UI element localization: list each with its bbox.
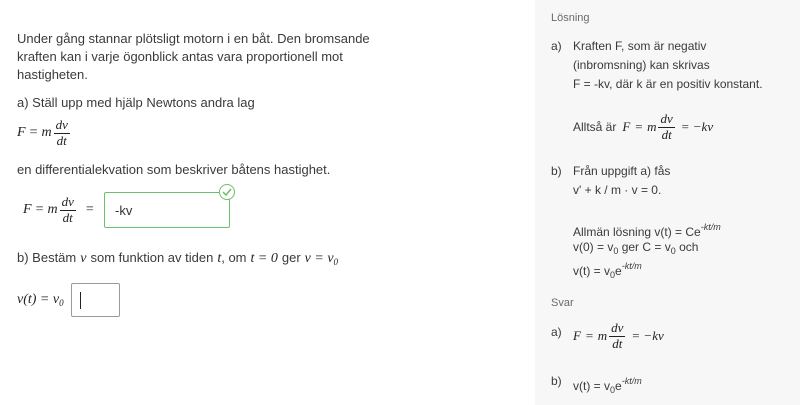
derivative-fraction — [54, 118, 70, 149]
vt-prefix: v(t) = v — [573, 379, 611, 393]
frac-num: dv — [660, 111, 673, 126]
part-a-followup: en differentialekvation som beskriver båtens hastighet. — [17, 162, 331, 177]
math-eq: = — [584, 328, 594, 344]
exponent: -kt/m — [621, 376, 642, 386]
v0-suffix: och — [675, 240, 699, 254]
answer-a-label: a) — [551, 325, 562, 339]
answer-a-value: -kv — [115, 203, 133, 218]
derivative-fraction — [658, 112, 674, 143]
math-eq: = — [29, 125, 38, 141]
answer-b-formula — [17, 292, 64, 308]
solution-a-text — [573, 37, 763, 94]
answers-heading: Svar — [551, 297, 574, 309]
answer-a-input[interactable] — [104, 192, 230, 228]
math-t: t — [217, 251, 222, 266]
math-m: m — [47, 202, 58, 218]
e-symbol: e — [615, 264, 622, 278]
frac-num: dv — [55, 117, 68, 132]
part-a-prompt: a) Ställ upp med hjälp Newtons andra lag — [17, 95, 255, 110]
math-F: F — [622, 119, 631, 135]
derivative-fraction — [609, 321, 625, 352]
math-F: F — [23, 202, 32, 218]
math-m: m — [647, 119, 657, 135]
solution-a-label: a) — [551, 39, 562, 53]
solution-panel — [535, 0, 800, 405]
exponent: -kt/m — [700, 222, 721, 232]
frac-num: dv — [611, 320, 624, 335]
particular-solution — [573, 257, 642, 285]
solution-b-line: Från uppgift a) fås — [573, 164, 671, 178]
newton-formula — [17, 118, 72, 149]
math-minus-kv: = −kv — [680, 119, 714, 135]
v0-subscript: 0 — [333, 257, 339, 267]
answer-a-formula — [23, 195, 94, 226]
v-eq-v-text: v = v — [304, 251, 334, 266]
subscript: 0 — [670, 246, 676, 256]
math-F: F — [573, 328, 581, 344]
solution-b-label: b) — [551, 164, 562, 178]
math-t-eq-0: t = 0 — [250, 251, 278, 266]
math-v: v — [80, 251, 87, 266]
frac-den: dt — [62, 209, 73, 225]
correct-check-icon — [219, 184, 235, 200]
math-eq: = — [634, 119, 644, 135]
answer-b-input[interactable] — [71, 283, 120, 317]
solution-a-line: (inbromsning) kan skrivas — [573, 58, 710, 72]
general-solution-text: Allmän lösning v(t) = Ce — [573, 225, 701, 239]
solution-b-line: v' + k / m · v = 0. — [573, 183, 662, 197]
math-minus-kv: = −kv — [631, 328, 664, 344]
solution-a-formula — [573, 112, 713, 143]
solution-a-line: Kraften F, som är negativ — [573, 39, 707, 53]
math-v-eq-v0 — [305, 250, 338, 271]
solution-a-line: F = -kv, där k är en positiv konstant. — [573, 77, 763, 91]
solution-heading: Lösning — [551, 12, 590, 24]
frac-num: dv — [61, 194, 74, 209]
math-eq: = — [85, 202, 94, 218]
subscript: 0 — [610, 385, 616, 395]
intro-line: Under gång stannar plötsligt motorn i en båt. Den bromsande — [17, 31, 370, 46]
derivative-fraction — [60, 195, 76, 226]
frac-den: dt — [56, 132, 67, 148]
vt-prefix: v(t) = v — [573, 264, 611, 278]
part-b-mid1: som funktion av tiden — [90, 250, 214, 265]
v0-subscript: 0 — [59, 298, 64, 308]
part-b-mid2: , om — [221, 250, 247, 265]
exponent: -kt/m — [621, 261, 642, 271]
intro-line: kraften kan i varje ögonblick antas vara proportionell mot — [17, 49, 343, 64]
answer-b-label: b) — [551, 374, 562, 388]
vt-text: v(t) = v — [17, 292, 60, 307]
part-b-mid3: ger — [281, 250, 301, 265]
e-symbol: e — [615, 379, 622, 393]
frac-den: dt — [661, 126, 672, 142]
final-answer-a — [573, 321, 664, 352]
math-eq: = — [35, 202, 44, 218]
alltsa-text: Alltså är — [573, 120, 617, 135]
math-F: F — [17, 125, 26, 141]
text-caret — [80, 292, 81, 309]
solution-b-text — [573, 162, 670, 200]
math-m: m — [597, 328, 608, 344]
v0-mid: ger C = v — [618, 240, 671, 254]
part-b-prefix: b) Bestäm — [17, 250, 77, 265]
question-intro — [17, 30, 370, 84]
intro-line: hastigheten. — [17, 67, 88, 82]
subscript: 0 — [613, 246, 619, 256]
v0-prefix: v(0) = v — [573, 240, 614, 254]
math-m: m — [41, 125, 52, 141]
final-answer-b — [573, 372, 642, 400]
part-b-prompt — [17, 249, 338, 271]
frac-den: dt — [612, 335, 623, 351]
subscript: 0 — [610, 270, 616, 280]
